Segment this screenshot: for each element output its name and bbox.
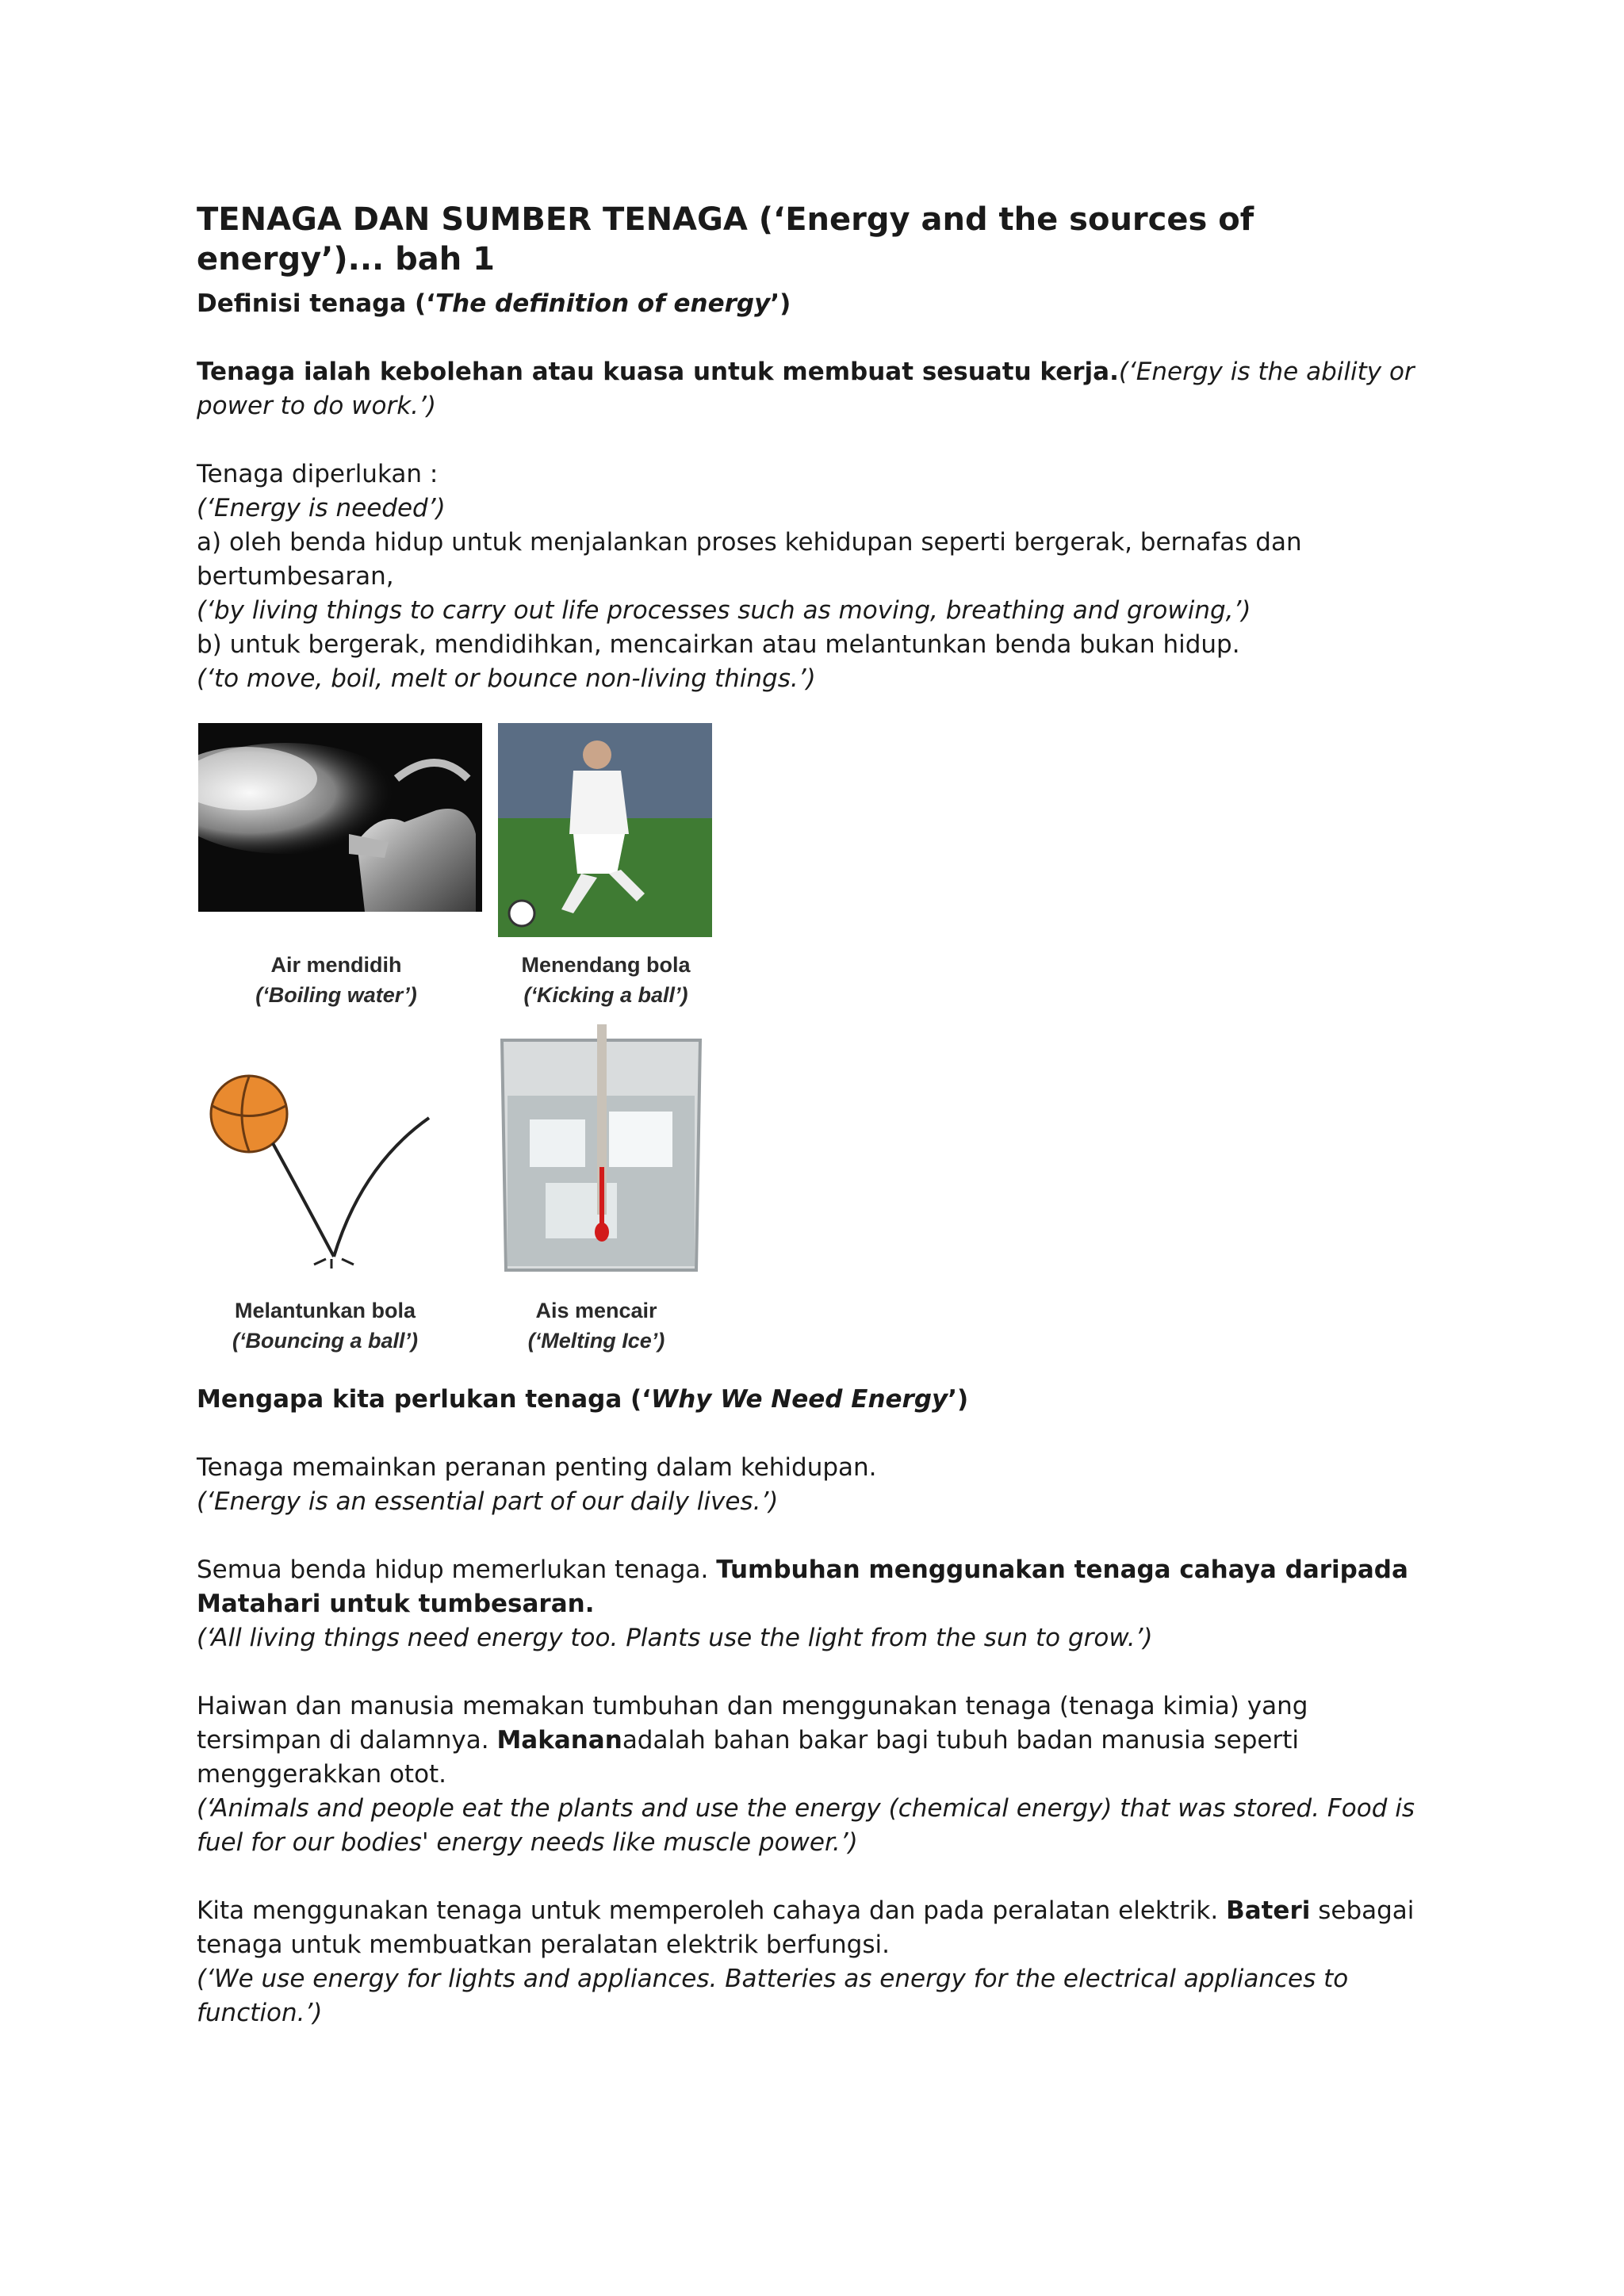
bouncing-ball-image xyxy=(203,1070,465,1276)
why-heading-prefix: Mengapa kita perlukan tenaga (‘ xyxy=(197,1385,652,1414)
needed-b-en: (‘to move, boil, melt or bounce non-living things.’) xyxy=(197,664,816,693)
why-p2-ms-bold: Tumbuhan menggunakan tenaga cahaya daripada Matahari untuk tumbesaran. xyxy=(197,1556,1408,1618)
caption-boiling-water-ms: Air mendidih xyxy=(270,953,402,977)
needed-a-en: (‘by living things to carry out life processes such as moving, breathing and growing,’) xyxy=(197,596,1251,625)
why-p3-ms xyxy=(197,1689,1434,1792)
why-heading xyxy=(197,1383,1434,1417)
melting-ice-image xyxy=(498,1024,704,1286)
definition-ms: Tenaga ialah kebolehan atau kuasa untuk membuat sesuatu kerja. xyxy=(197,358,1119,386)
why-p3-ms-a: Haiwan dan manusia memakan tumbuhan dan menggunakan tenaga (tenaga kimia) yang tersimpan di dalamnya. xyxy=(197,1692,1308,1755)
why-p4-en: (‘We use energy for lights and appliances. Batteries as energy for the electrical appliances to function.’) xyxy=(197,1965,1349,2027)
definition-heading xyxy=(197,287,1434,321)
why-p2-en: (‘All living things need energy too. Plants use the light from the sun to grow.’) xyxy=(197,1624,1153,1652)
definition-heading-en: The definition of energy xyxy=(435,289,771,318)
why-p4-ms-b: sebagai tenaga untuk membuatkan peralatan elektrik berfungsi. xyxy=(197,1896,1415,1959)
why-p3-ms-bold: Makanan xyxy=(496,1726,622,1755)
caption-boiling-water-en: (‘Boiling water’) xyxy=(255,983,417,1007)
page-title: TENAGA DAN SUMBER TENAGA (‘Energy and the sources of energy’)... bah 1 xyxy=(197,201,1254,277)
why-p2-ms-plain: Semua benda hidup memerlukan tenaga. xyxy=(197,1556,717,1584)
needed-intro: Tenaga diperlukan : xyxy=(197,460,439,488)
why-p3-en: (‘Animals and people eat the plants and use the energy (chemical energy) that was stored. Food is fuel for our bodies' energy needs like muscle power.’) xyxy=(197,1794,1415,1857)
document-content xyxy=(197,200,1434,2030)
why-p4-ms-bold: Bateri xyxy=(1226,1896,1311,1925)
kicking-ball-image xyxy=(498,723,712,937)
boiling-kettle-image xyxy=(198,723,482,912)
why-p1-ms: Tenaga memainkan peranan penting dalam kehidupan. xyxy=(197,1453,877,1482)
why-p4-ms xyxy=(197,1894,1434,1962)
caption-kicking-ball xyxy=(487,950,725,1010)
definition-en: (‘Energy is the ability or power to do work.’) xyxy=(197,358,1415,420)
caption-kicking-ball-en: (‘Kicking a ball’) xyxy=(523,983,688,1007)
definition-paragraph xyxy=(197,355,1434,423)
why-heading-suffix: ’) xyxy=(948,1385,969,1414)
needed-intro-en: (‘Energy is needed’) xyxy=(197,494,446,522)
why-p4-ms-a: Kita menggunakan tenaga untuk memperoleh cahaya dan pada peralatan elektrik. xyxy=(197,1896,1227,1925)
caption-melting-ice xyxy=(477,1295,715,1356)
caption-bouncing-ball-ms: Melantunkan bola xyxy=(234,1299,416,1322)
caption-kicking-ball-ms: Menendang bola xyxy=(521,953,691,977)
caption-bouncing-ball-en: (‘Bouncing a ball’) xyxy=(232,1329,418,1353)
caption-boiling-water xyxy=(217,950,455,1010)
caption-melting-ice-ms: Ais mencair xyxy=(535,1299,657,1322)
needed-a-ms: a) oleh benda hidup untuk menjalankan proses kehidupan seperti bergerak, bernafas dan bertumbesaran, xyxy=(197,528,1302,591)
why-p3-ms-b: adalah bahan bakar bagi tubuh badan manusia seperti menggerakkan otot. xyxy=(197,1726,1299,1789)
why-heading-en: Why We Need Energy xyxy=(651,1385,948,1414)
caption-melting-ice-en: (‘Melting Ice’) xyxy=(527,1329,665,1353)
definition-heading-suffix: ’) xyxy=(770,289,791,318)
why-p2-ms xyxy=(197,1553,1434,1621)
definition-heading-prefix: Definisi tenaga (‘ xyxy=(197,289,435,318)
why-p1-en: (‘Energy is an essential part of our daily lives.’) xyxy=(197,1487,779,1516)
energy-examples-figure xyxy=(197,723,720,1373)
needed-b-ms: b) untuk bergerak, mendidihkan, mencairkan atau melantunkan benda bukan hidup. xyxy=(197,630,1240,659)
caption-bouncing-ball xyxy=(206,1295,444,1356)
